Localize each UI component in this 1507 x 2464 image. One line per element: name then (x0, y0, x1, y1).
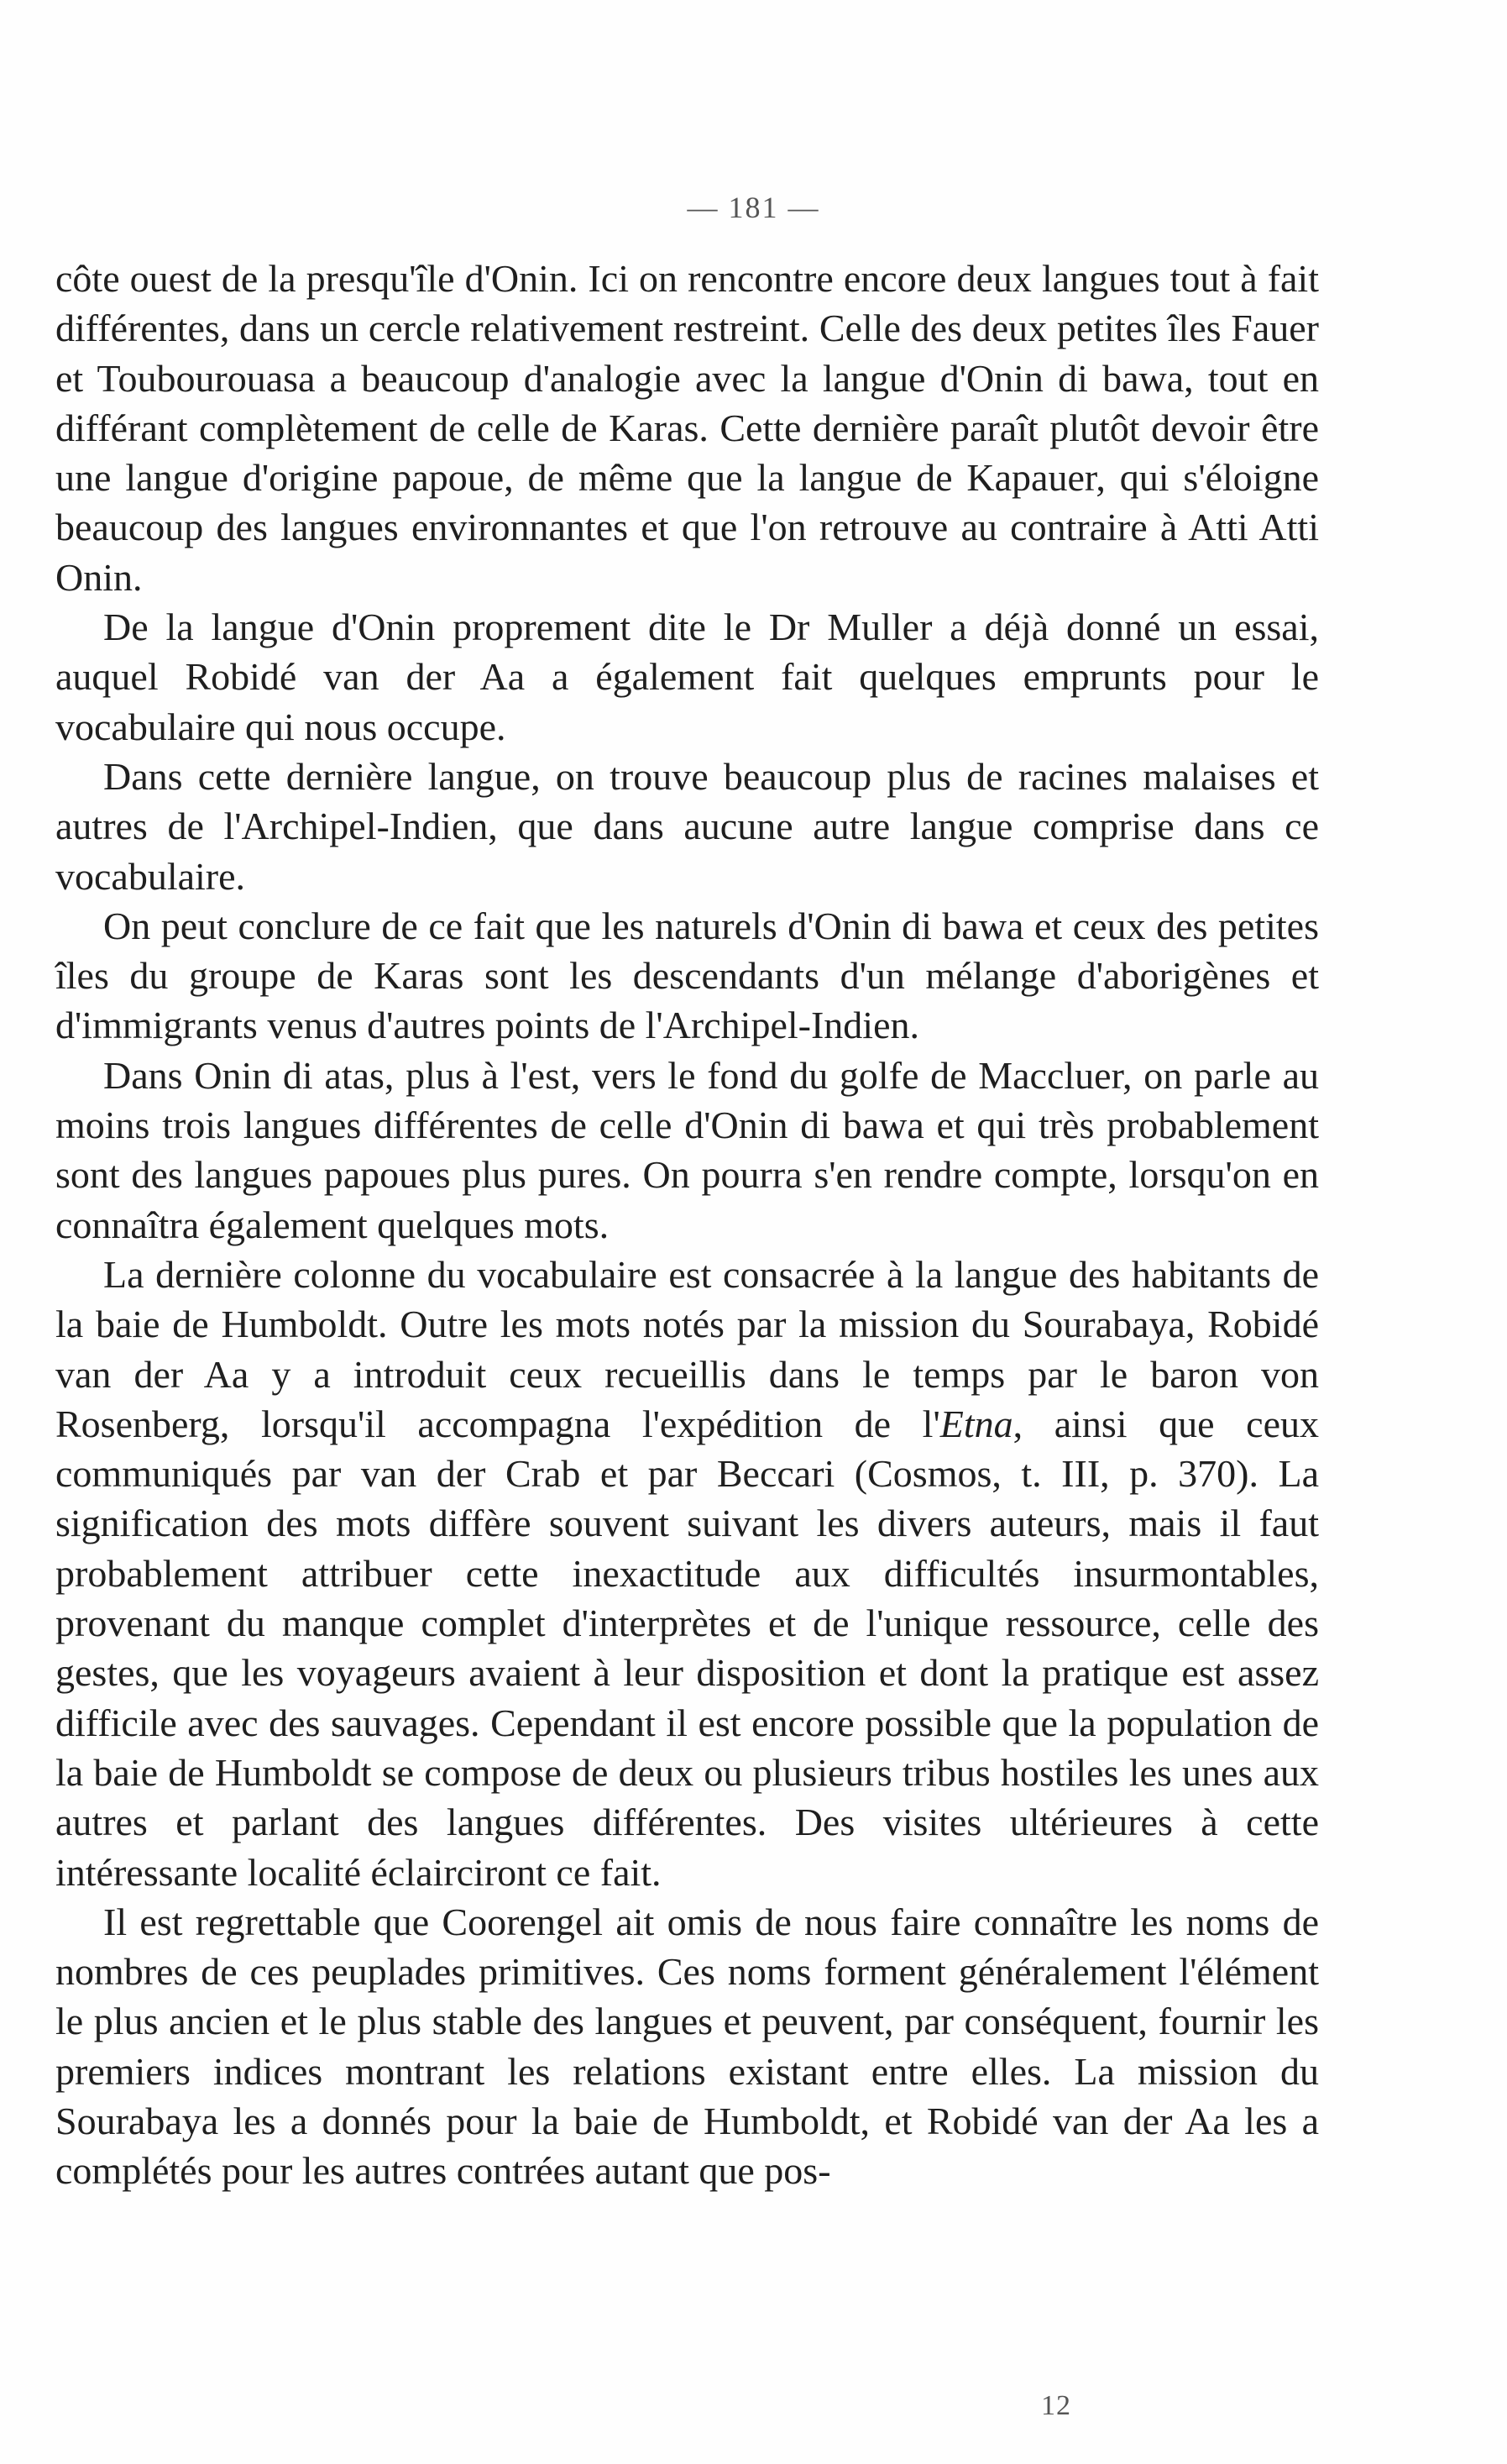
body-text (55, 254, 1319, 2196)
paragraph-6-rest: , ainsi que ceux communiqués par van der Crab et par Beccari (Cosmos, t. III, p. 370). La signification des mots diffère souvent suivant les divers auteurs, mais il faut probablement attribuer cette inexactitude aux difficultés insurmontables, provenant du manque complet d'interprètes et de l'unique ressource, celle des gestes, que les voyageurs avaient à leur disposition et dont la pratique est assez difficile avec des sauvages. Cependant il est encore possible que la population de la baie de Humboldt se compose de deux ou plusieurs tribus hostiles les unes aux autres et parlant des langues différentes. Des visites ultérieures à cette intéressante localité éclairciront ce fait. (55, 1402, 1319, 1894)
paragraph-4: On peut conclure de ce fait que les naturels d'Onin di bawa et ceux des petites îles du groupe de Karas sont les descendants d'un mélange d'aborigènes et d'immigrants venus d'autres points de l'Archipel-Indien. (55, 904, 1319, 1047)
paragraph-7: Il est regrettable que Coorengel ait omis de nous faire connaître les noms de nombres de ces peuplades primitives. Ces noms forment généralement l'élément le plus ancien et le plus stable des langues et peuvent, par conséquent, fournir les premiers indices montrant les relations existant entre elles. La mission du Sourabaya les a donnés pour la baie de Humboldt, et Robidé van der Aa les a complétés pour les autres contrées autant que pos- (55, 1900, 1319, 2193)
paragraph-1: côte ouest de la presqu'île d'Onin. Ici on rencontre encore deux langues tout à fait différentes, dans un cercle relativement restreint. Celle des deux petites îles Fauer et Toubourouasa a beaucoup d'analogie avec la langue d'Onin di bawa, tout en différant complètement de celle de Karas. Cette dernière paraît plutôt devoir être une langue d'origine papoue, de même que la langue de Kapauer, qui s'éloigne beaucoup des langues environnantes et que l'on retrouve au contraire à Atti Atti Onin. (55, 257, 1319, 599)
page-number: — 181 — (687, 191, 820, 224)
paragraph-3: Dans cette dernière langue, on trouve beaucoup plus de racines malaises et autres de l'Archipel-Indien, que dans aucune autre langue comprise dans ce vocabulaire. (55, 754, 1319, 898)
paragraph-5: Dans Onin di atas, plus à l'est, vers le fond du golfe de Maccluer, on parle au moins trois langues différentes de celle d'Onin di bawa et qui très probablement sont des langues papoues plus pures. On pourra s'en rendre compte, lorsqu'on en connaîtra également quelques mots. (55, 1053, 1319, 1246)
paragraph-2: De la langue d'Onin proprement dite le Dr Muller a déjà donné un essai, auquel Robidé van der Aa a également fait quelques emprunts pour le vocabulaire qui nous occupe. (55, 606, 1319, 748)
signature-mark: 12 (1041, 2390, 1071, 2421)
paragraph-6 (55, 1250, 1319, 1897)
ship-name-italic: Etna (939, 1402, 1013, 1445)
paragraph-6-start: La dernière colonne du vocabulaire est consacrée à la langue des habitants de la baie de Humboldt. Outre les mots notés par la mission du Sourabaya, Robidé van der Aa y a introduit ceux recueillis dans le temps par le baron von Rosenberg, lorsqu'il accompagna l'expédition de l' (55, 1252, 1319, 1445)
